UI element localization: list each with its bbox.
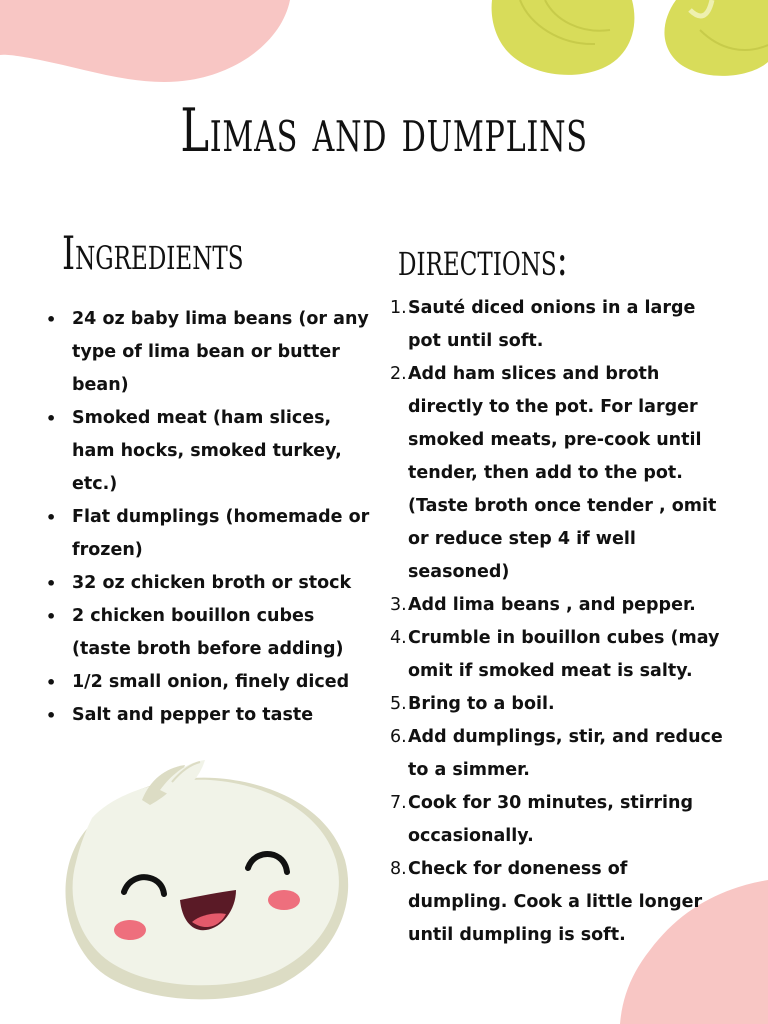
- step-text: Add lima beans , and pepper.: [408, 595, 696, 615]
- step-number: 1.: [390, 298, 407, 318]
- step-number: 2.: [390, 364, 407, 384]
- step-number: 5.: [390, 694, 407, 714]
- ingredient-item: • Smoked meat (ham slices, ham hocks, smoked turkey, etc.): [46, 402, 372, 501]
- step-number: 3.: [390, 595, 407, 615]
- page-title: Limas and dumplins: [180, 96, 588, 166]
- directions-heading: directions:: [398, 232, 568, 286]
- step-number: 8.: [390, 859, 407, 879]
- step-number: 4.: [390, 628, 407, 648]
- ingredients-heading: Ingredients: [62, 226, 244, 280]
- step-text: Bring to a boil.: [408, 694, 555, 714]
- ingredient-item: • Flat dumplings (homemade or frozen): [46, 501, 372, 567]
- step-number: 6.: [390, 727, 407, 747]
- ingredient-item: • 2 chicken bouillon cubes (taste broth before adding): [46, 600, 372, 666]
- ingredient-item: • 1/2 small onion, finely diced: [46, 666, 372, 699]
- step-number: 7.: [390, 793, 407, 813]
- step-text: Add ham slices and broth directly to the pot. For larger smoked meats, pre-cook until tender, then add to the pot. (Taste broth once tender , omit or reduce step 4 if well seasoned): [408, 364, 717, 582]
- step-text: Sauté diced onions in a large pot until soft.: [408, 298, 696, 351]
- step-text: Check for doneness of dumpling. Cook a little longer until dumpling is soft.: [408, 859, 703, 945]
- step-text: Add dumplings, stir, and reduce to a simmer.: [408, 727, 723, 780]
- step-text: Cook for 30 minutes, stirring occasionally.: [408, 793, 693, 846]
- step-text: Crumble in bouillon cubes (may omit if smoked meat is salty.: [408, 628, 720, 681]
- ingredient-item: • 32 oz chicken broth or stock: [46, 567, 372, 600]
- ingredient-item: • 24 oz baby lima beans (or any type of lima bean or butter bean): [46, 303, 372, 402]
- dumpling-icon: [65, 760, 348, 999]
- ingredient-item: • Salt and pepper to taste: [46, 699, 372, 732]
